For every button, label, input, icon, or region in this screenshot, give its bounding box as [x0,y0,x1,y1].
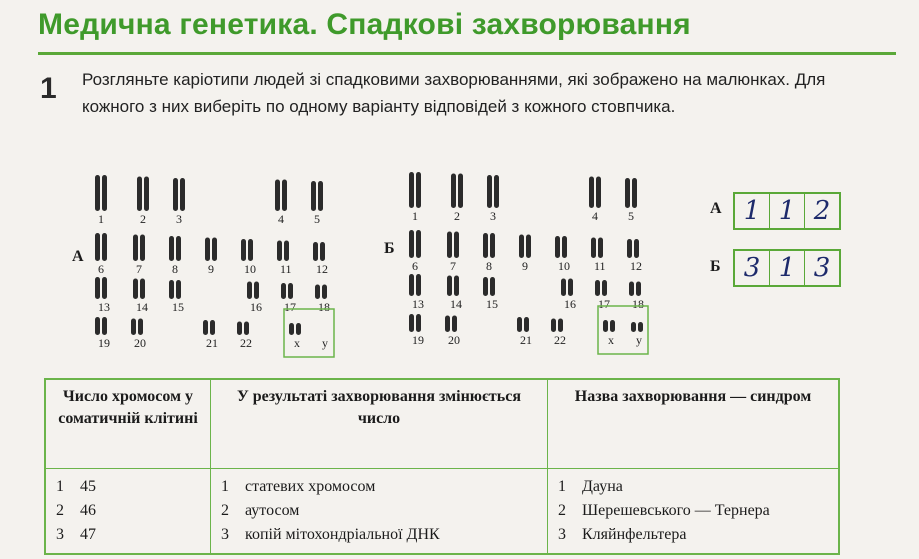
chromosome-number: 21 [520,333,532,347]
answer-a-box[interactable] [733,192,841,230]
answer-a-cell[interactable]: 2 [813,196,831,226]
chromosome [629,282,634,297]
chromosome [275,180,280,212]
chromosome [144,177,149,212]
chromosome-number: 21 [206,336,218,350]
chromosome-number: 2 [454,209,460,223]
chromosome-number: 5 [314,212,320,226]
chromosome-number: 13 [412,297,424,311]
chromosome-number: 8 [486,259,492,273]
chromosome [95,317,100,335]
chromosome-number: 9 [522,259,528,273]
chromosome [551,319,556,333]
chromosome [602,280,607,296]
chromosome-number: 17 [284,300,296,314]
chromosome [241,239,246,261]
chromosome-number: 16 [250,300,262,314]
chromosome-number: 20 [134,336,146,350]
chromosome-number: 18 [318,300,330,314]
chromosome [483,233,488,258]
chromosome [409,172,414,208]
option-item[interactable]: 2 аутосом [221,502,300,519]
chromosome [237,322,242,336]
chromosome [176,236,181,261]
chromosome [416,274,421,296]
chromosome-number: 10 [558,259,570,273]
col-header-chromosome-count: Число хромосом у соматичній клітині [45,379,211,469]
chromosome [634,239,639,258]
option-item[interactable]: 3 47 [56,526,96,543]
answer-a-cell[interactable]: 1 [735,194,770,228]
chromosome [610,320,615,332]
title-divider [38,52,896,55]
chromosome-number: 12 [630,259,642,273]
chromosome-number: 4 [278,212,284,226]
chromosome [595,280,600,296]
chromosome [596,177,601,209]
options-table [44,378,840,555]
chromosome [203,320,208,335]
chromosome [95,233,100,261]
chromosome-number: 6 [98,262,104,276]
chromosome-number: x [294,336,300,350]
option-item[interactable]: 3 Кляйнфельтера [558,526,687,543]
chromosome [416,172,421,208]
chromosome [288,283,293,299]
chromosome [140,235,145,262]
chromosome-number: 8 [172,262,178,276]
chromosome-number: 11 [280,262,292,276]
answer-b-cell[interactable]: 1 [770,251,805,285]
chromosome [137,177,142,212]
chromosome [284,241,289,262]
chromosome [447,276,452,297]
chromosome [555,236,560,258]
chromosome [210,320,215,335]
chromosome [281,283,286,299]
chromosome [458,174,463,209]
chromosome [254,282,259,300]
chromosome-number: 6 [412,259,418,273]
chromosome [591,238,596,259]
chromosome [487,175,492,208]
chromosome [625,178,630,208]
chromosome-number: 7 [136,262,142,276]
chromosome-number: 17 [598,297,610,311]
chromosome-number: x [608,333,614,347]
column-changes [211,469,548,555]
chromosome [526,235,531,259]
chromosome [416,230,421,258]
chromosome-number: 3 [176,212,182,226]
chromosome [483,277,488,296]
chromosome [558,319,563,333]
chromosome [416,314,421,332]
chromosome [95,175,100,211]
chromosome [138,319,143,336]
chromosome-number: 2 [140,212,146,226]
col-header-changes: У результаті захворювання змінюється число [211,379,548,469]
chromosome [212,238,217,262]
answer-b-label: Б [710,258,721,275]
question-text: Розгляньте каріотипи людей зі спадковими захворюваннями, які зображено на малюнках. Для кожного з них виберіть по одному варіанту відповідей з кожного стовпчика. [82,70,826,116]
chromosome [519,235,524,259]
option-item[interactable]: 1 45 [56,478,96,495]
chromosome [454,232,459,259]
chromosome [562,236,567,258]
answer-b-cell[interactable]: 3 [813,253,831,283]
option-item[interactable]: 3 копій мітохондріальної ДНК [221,526,440,543]
chromosome [494,175,499,208]
question-number: 1 [40,72,57,105]
option-item[interactable]: 2 46 [56,502,96,519]
chromosome-number: 15 [486,297,498,311]
chromosome [452,316,457,333]
chromosome-number: 10 [244,262,256,276]
chromosome [205,238,210,262]
chromosome [409,314,414,332]
chromosome-number: 14 [450,297,462,311]
chromosome [313,242,318,261]
chromosome [603,320,608,332]
chromosome [289,323,294,335]
chromosome-number: 9 [208,262,214,276]
karyotype-a-label: А [72,248,84,265]
chromosome-number: y [322,336,328,350]
chromosome [631,322,636,332]
chromosome [409,274,414,296]
chromosome [296,323,301,335]
chromosome [133,279,138,300]
chromosome [102,277,107,299]
answer-a-label: А [710,200,722,217]
chromosome [140,279,145,300]
chromosome [636,282,641,297]
chromosome [445,316,450,333]
option-item[interactable]: 1 статевих хромосом [221,478,376,495]
chromosome-number: y [636,333,642,347]
chromosome-number: 5 [628,209,634,223]
chromosome [409,230,414,258]
chromosome-number: 1 [412,209,418,223]
chromosome [248,239,253,261]
chromosome [322,285,327,300]
chromosome [102,317,107,335]
page-title: Медична генетика. Спадкові захворювання [38,8,691,41]
chromosome [102,175,107,211]
chromosome-number: 20 [448,333,460,347]
chromosome [173,178,178,211]
chromosome-number: 19 [412,333,424,347]
karyotype-a-image [88,165,348,360]
chromosome [561,279,566,297]
chromosome [454,276,459,297]
chromosome [95,277,100,299]
chromosome-number: 22 [240,336,252,350]
chromosome [176,280,181,299]
chromosome [244,322,249,336]
chromosome [490,277,495,296]
chromosome-number: 7 [450,259,456,273]
chromosome [102,233,107,261]
karyotype-b-image [402,162,662,357]
chromosome-number: 22 [554,333,566,347]
chromosome-number: 4 [592,209,598,223]
column-chromosome-count [45,469,211,555]
chromosome-number: 14 [136,300,148,314]
chromosome [169,236,174,261]
chromosome [568,279,573,297]
chromosome [490,233,495,258]
chromosome-number: 19 [98,336,110,350]
chromosome [524,317,529,332]
chromosome [282,180,287,212]
chromosome-number: 12 [316,262,328,276]
chromosome [589,177,594,209]
chromosome [277,241,282,262]
chromosome [318,181,323,211]
answer-b-box[interactable] [733,249,841,287]
column-syndrome [548,469,840,555]
chromosome [180,178,185,211]
chromosome-number: 15 [172,300,184,314]
option-item[interactable]: 2 Шерешевського — Тернера [558,502,770,519]
chromosome-number: 1 [98,212,104,226]
chromosome [311,181,316,211]
chromosome [315,285,320,300]
chromosome [638,322,643,332]
chromosome [131,319,136,336]
chromosome [133,235,138,262]
karyotype-b-label: Б [384,240,395,257]
chromosome-number: 3 [490,209,496,223]
chromosome [247,282,252,300]
col-header-syndrome: Назва захворювання — синдром [548,379,840,469]
chromosome [517,317,522,332]
chromosome [451,174,456,209]
chromosome [627,239,632,258]
chromosome-number: 11 [594,259,606,273]
chromosome [447,232,452,259]
chromosome [598,238,603,259]
option-item[interactable]: 1 Дауна [558,478,623,495]
chromosome [169,280,174,299]
chromosome-number: 13 [98,300,110,314]
chromosome [320,242,325,261]
chromosome-number: 18 [632,297,644,311]
chromosome-number: 16 [564,297,576,311]
answer-b-cell[interactable]: 3 [735,251,770,285]
chromosome [632,178,637,208]
answer-a-cell[interactable]: 1 [770,194,805,228]
